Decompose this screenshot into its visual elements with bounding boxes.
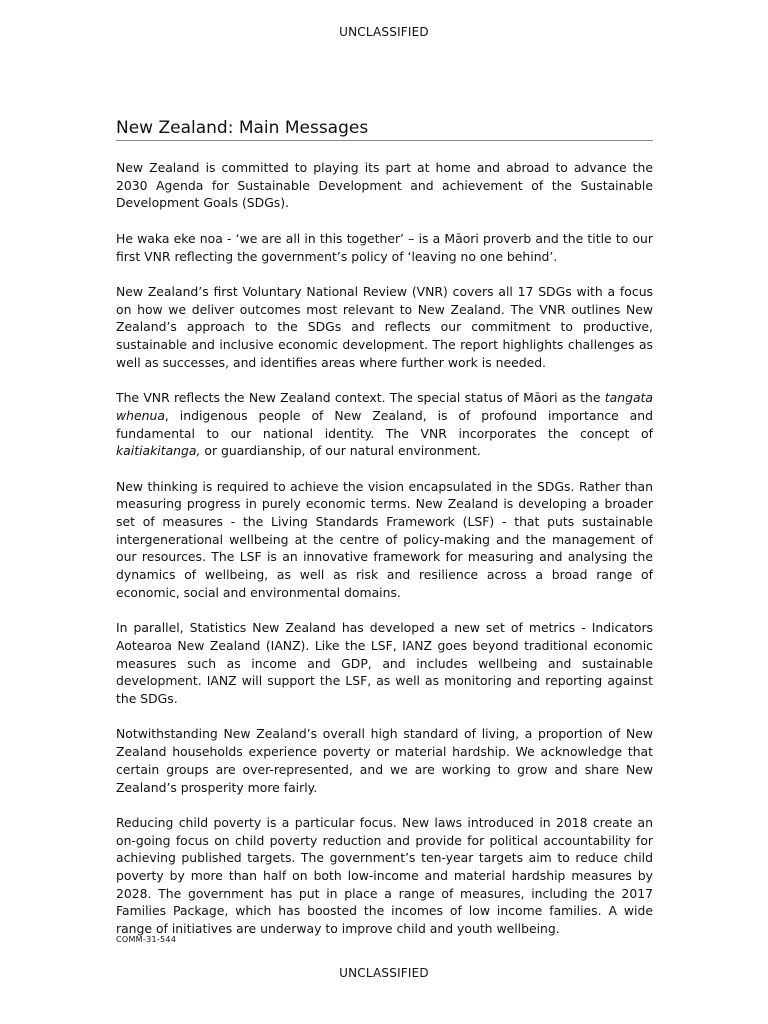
document-code: COMM-31-544: [116, 935, 177, 944]
classification-header: UNCLASSIFIED: [339, 25, 429, 39]
paragraph-proverb: He waka eke noa - ‘we are all in this together’ – is a Māori proverb and the title to our first VNR reflecting the government’s policy of ‘leaving no one behind’.: [116, 230, 653, 264]
paragraph-nz-context-text-1: The VNR reflects the New Zealand context. The special status of Māori as the: [116, 390, 605, 406]
paragraph-ianz: In parallel, Statistics New Zealand has developed a new set of metrics - Indicators Aotearoa New Zealand (IANZ). Like the LSF, IANZ goes beyond traditional economic measures such as income and GDP, and includes wellbeing and sustainable development. IANZ will support the LSF, as well as monitoring and reporting against the SDGs.: [116, 620, 653, 707]
document-body: [116, 117, 653, 938]
paragraph-nz-context-text-3: or guardianship, of our natural environment.: [200, 443, 481, 459]
paragraph-lsf: New thinking is required to achieve the vision encapsulated in the SDGs. Rather than measuring progress in purely economic terms. New Zealand is developing a broader set of measures - the Living Standards Framework (LSF) - that puts sustainable intergenerational wellbeing at the centre of policy-making and the management of our resources. The LSF is an innovative framework for measuring and analysing the dynamics of wellbeing, as well as risk and resilience across a broad range of economic, social and environmental domains.: [116, 478, 653, 600]
page-title: New Zealand: Main Messages: [116, 117, 653, 141]
paragraph-nz-context: [116, 389, 653, 460]
term-tangata-whenua: tangata whenua: [116, 390, 653, 423]
paragraph-poverty: Notwithstanding New Zealand’s overall high standard of living, a proportion of New Zealand households experience poverty or material hardship. We acknowledge that certain groups are over-represented, and we are working to grow and share New Zealand’s prosperity more fairly.: [116, 726, 653, 795]
paragraph-nz-context-text-2: , indigenous people of New Zealand, is of profound importance and fundamental to our national identity. The VNR incorporates the concept of: [116, 407, 653, 441]
classification-footer: UNCLASSIFIED: [339, 966, 429, 980]
paragraph-child-poverty: Reducing child poverty is a particular focus. New laws introduced in 2018 create an on-going focus on child poverty reduction and provide for political accountability for achieving published targets. The government’s ten-year targets aim to reduce child poverty by more than half on both low-income and material hardship measures by 2028. The government has put in place a range of measures, including the 2017 Families Package, which has boosted the incomes of low income families. A wide range of initiatives are underway to improve child and youth wellbeing.: [116, 814, 653, 937]
paragraph-commitment: New Zealand is committed to playing its part at home and abroad to advance the 2030 Agenda for Sustainable Development and achievement of the Sustainable Development Goals (SDGs).: [116, 160, 653, 211]
paragraph-vnr-overview: New Zealand’s first Voluntary National Review (VNR) covers all 17 SDGs with a focus on how we deliver outcomes most relevant to New Zealand. The VNR outlines New Zealand’s approach to the SDGs and reflects our commitment to productive, sustainable and inclusive economic development. The report highlights challenges as well as successes, and identifies areas where further work is needed.: [116, 283, 653, 370]
term-kaitiakitanga: kaitiakitanga,: [116, 443, 201, 459]
